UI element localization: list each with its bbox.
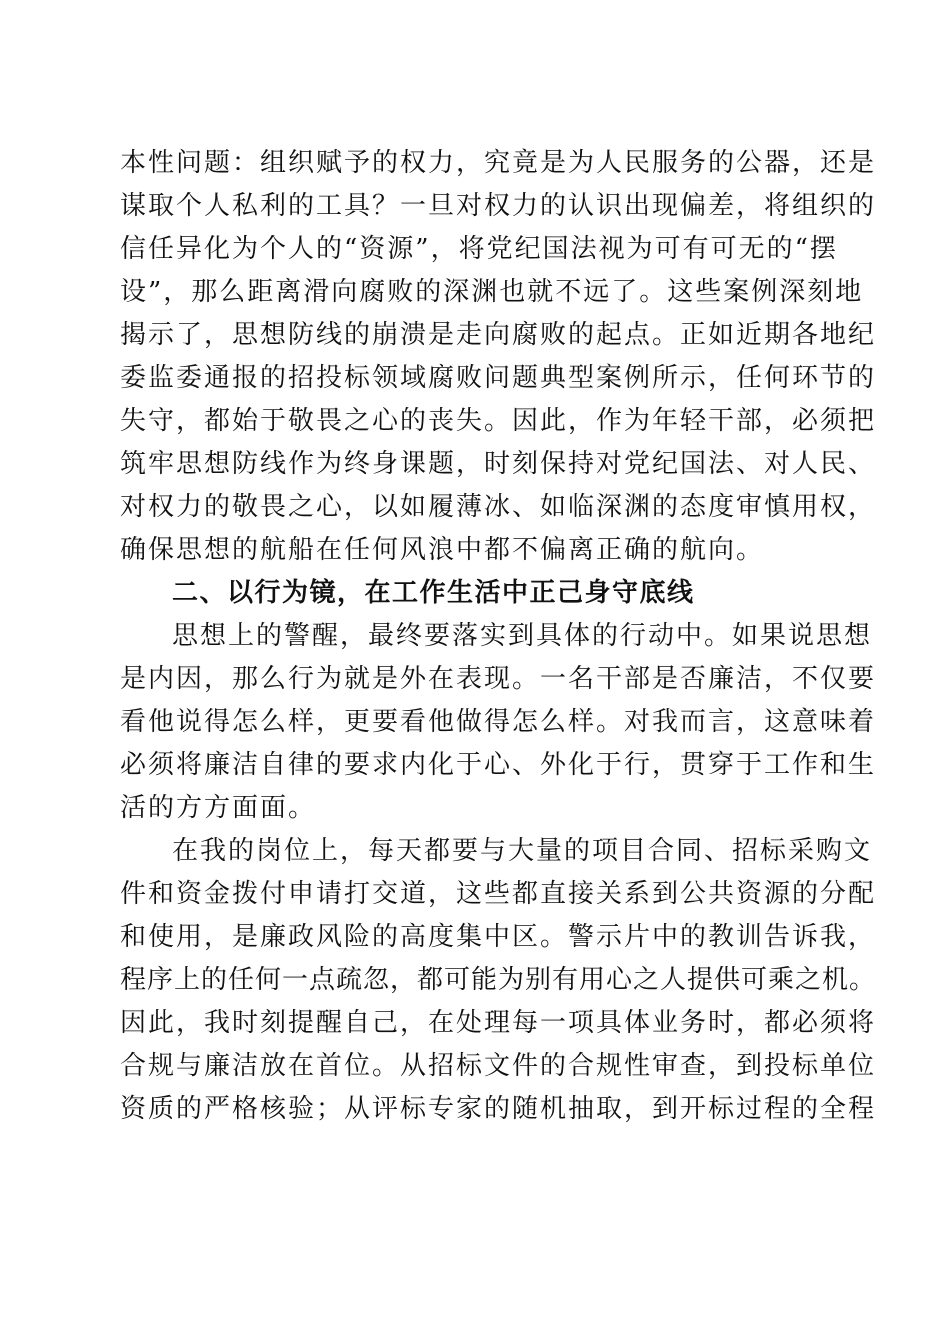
text-line: 因此，我时刻提醒自己，在处理每一项具体业务时，都必须将 [120, 1008, 877, 1038]
text-line: 谋取个人私利的工具？一旦对权力的认识出现偏差，将组织的 [120, 191, 877, 221]
section-heading: 二、以行为镜，在工作生活中正己身守底线 [172, 578, 695, 608]
text-line: 确保思想的航船在任何风浪中都不偏离正确的航向。 [120, 535, 765, 565]
text-line: 思想上的警醒，最终要落实到具体的行动中。如果说思想 [172, 621, 873, 651]
text-line: 必须将廉洁自律的要求内化于心、外化于行，贯穿于工作和生 [120, 750, 877, 780]
text-line: 合规与廉洁放在首位。从招标文件的合规性审查，到投标单位 [120, 1051, 877, 1081]
text-line: 本性问题：组织赋予的权力，究竟是为人民服务的公器，还是 [120, 148, 877, 178]
text-line: 设”，那么距离滑向腐败的深渊也就不远了。这些案例深刻地 [120, 277, 864, 307]
text-line: 信任异化为个人的“资源”，将党纪国法视为可有可无的“摆 [120, 234, 838, 264]
text-line: 委监委通报的招投标领域腐败问题典型案例所示，任何环节的 [120, 363, 877, 393]
text-line: 对权力的敬畏之心，以如履薄冰、如临深渊的态度审慎用权， [120, 492, 877, 522]
text-line: 件和资金拨付申请打交道，这些都直接关系到公共资源的分配 [120, 879, 877, 909]
text-line: 是内因，那么行为就是外在表现。一名干部是否廉洁，不仅要 [120, 664, 877, 694]
text-line: 揭示了，思想防线的崩溃是走向腐败的起点。正如近期各地纪 [120, 320, 877, 350]
text-line: 程序上的任何一点疏忽，都可能为别有用心之人提供可乘之机。 [120, 965, 877, 995]
text-line: 资质的严格核验；从评标专家的随机抽取，到开标过程的全程 [120, 1094, 877, 1124]
text-line: 筑牢思想防线作为终身课题，时刻保持对党纪国法、对人民、 [120, 449, 877, 479]
text-line: 和使用，是廉政风险的高度集中区。警示片中的教训告诉我， [120, 922, 877, 952]
text-line: 活的方方面面。 [120, 793, 317, 823]
text-line: 失守，都始于敬畏之心的丧失。因此，作为年轻干部，必须把 [120, 406, 877, 436]
text-line: 在我的岗位上，每天都要与大量的项目合同、招标采购文 [172, 836, 873, 866]
text-line: 看他说得怎么样，更要看他做得怎么样。对我而言，这意味着 [120, 707, 877, 737]
